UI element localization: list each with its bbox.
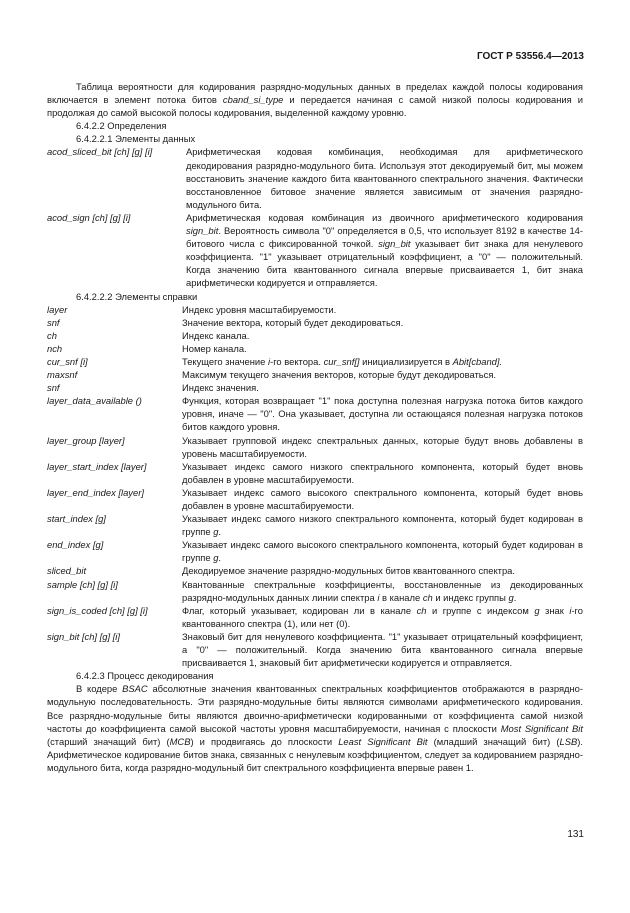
help-element-row	[47, 316, 583, 329]
data-element-description: Арифметическая кодовая комбинация из двоичного арифметического кодирования sign_bit. Вероятность символа "0" определяется в 0,5, что использует 8192 в качестве 14-битового числа с фиксированной точкой. sign_bit указывает бит знака для ненулевого коэффициента. "1" указывает отрицательный коэффициент, а "0" — положительный. Когда значению бита квантованного сигнала впервые присваивается 1, бит знака арифметически кодируется и отправляется.	[186, 211, 583, 289]
help-element-row	[47, 538, 583, 564]
help-element-term: sample [ch] [g] [i]	[47, 578, 118, 590]
help-element-description: Знаковый бит для ненулевого коэффициента. "1" указывает отрицательный коэффициент, а "0" — положительный. Когда значению бита квантованного сигнала впервые присваивается 1, знаковый бит арифметически кодируется и отправляется.	[182, 630, 583, 669]
heading-definitions: 6.4.2.2 Определения	[76, 120, 167, 132]
help-element-term: snf	[47, 382, 60, 394]
help-elements-table	[47, 303, 583, 670]
help-element-row	[47, 342, 583, 355]
process-paragraph: В кодере BSAC абсолютные значения квантованных спектральных коэффициентов отображаются в разрядно-модульную последовательность. Эти разрядно-модульные биты являются символами арифметического кодирования. Все разрядно-модульные биты являются двоично-арифметически кодированными от коэффициента самой низкой частоты до коэффициента самой высокой частоты уровня масштабируемости, начиная с плоскости Most Significant Bit (старший значащий бит) (MCB) и продвигаясь до плоскости Least Significant Bit (младший значащий бит) (LSB). Арифметическое кодирование битов знака, связанных с ненулевым коэффициентом, следует за кодированием разрядно-модульного бита, когда разрядно-модульный бит спектрального коэффициента впервые равен 1.	[47, 683, 583, 773]
data-element-term: acod_sign [ch] [g] [i]	[47, 211, 131, 223]
help-element-description: Квантованные спектральные коэффициенты, восстановленные из декодированных разрядно-модульных данных линии спектра i в канале ch и индекс группы g.	[182, 578, 583, 603]
help-element-description: Флаг, который указывает, кодирован ли в канале ch и группе с индексом g знак i-го квантованного спектра (1), или нет (0).	[182, 604, 583, 629]
help-element-description: Значение вектора, который будет декодироваться.	[182, 316, 404, 328]
help-element-row	[47, 512, 583, 538]
help-element-term: layer_start_index [layer]	[47, 460, 147, 472]
help-element-description: Указывает индекс самого низкого спектрального компонента, который будет вновь добавлен в уровне масштабируемости.	[182, 460, 583, 485]
heading-data-elements: 6.4.2.2.1 Элементы данных	[76, 133, 196, 145]
help-element-term: layer_end_index [layer]	[47, 486, 144, 498]
intro-paragraph: Таблица вероятности для кодирования разрядно-модульных данных в пределах каждой полосы кодирования включается в элемент потока битов cband_si_type и передается начиная с самой низкой полосы кодирования и продолжая до самой высокой полосы кодирования, выделенной каждому уровню.	[47, 81, 583, 119]
help-element-description: Указывает индекс самого высокого спектрального компонента, который будет вновь добавлен в уровне масштабируемости.	[182, 486, 583, 511]
help-element-term: snf	[47, 316, 60, 328]
help-element-term: layer	[47, 303, 68, 315]
help-element-term: nch	[47, 342, 63, 354]
data-element-row	[47, 211, 583, 290]
help-element-row	[47, 578, 583, 604]
heading-help-elements: 6.4.2.2.2 Элементы справки	[76, 290, 198, 302]
help-element-term: layer_data_available ()	[47, 395, 142, 407]
help-element-row	[47, 460, 583, 486]
help-element-term: sign_bit [ch] [g] [i]	[47, 630, 120, 642]
heading-decoding-process: 6.4.2.3 Процесс декодирования	[76, 670, 214, 682]
help-element-row	[47, 329, 583, 342]
help-element-description: Указывает индекс самого низкого спектрального компонента, который будет кодирован в группе g.	[182, 513, 583, 538]
help-element-description: Индекс канала.	[182, 329, 250, 341]
help-element-description: Декодируемое значение разрядно-модульных битов квантованного спектра.	[182, 565, 516, 577]
help-element-description: Указывает индекс самого высокого спектрального компонента, который будет кодирован в группе g.	[182, 539, 583, 564]
page-number: 131	[567, 829, 584, 840]
help-element-term: layer_group [layer]	[47, 434, 125, 446]
help-element-description: Индекс значения.	[182, 382, 259, 394]
help-element-term: sign_is_coded [ch] [g] [i]	[47, 604, 148, 616]
help-element-row	[47, 564, 583, 577]
help-element-row	[47, 486, 583, 512]
help-element-row	[47, 303, 583, 316]
help-element-term: end_index [g]	[47, 539, 104, 551]
help-element-description: Номер канала.	[182, 342, 247, 354]
body-text	[47, 80, 583, 774]
help-element-row	[47, 394, 583, 433]
data-element-term: acod_sliced_bit [ch] [g] [i]	[47, 146, 153, 158]
help-element-term: cur_snf [i]	[47, 355, 88, 367]
help-element-term: sliced_bit	[47, 565, 87, 577]
data-element-row	[47, 145, 583, 210]
help-element-row	[47, 368, 583, 381]
help-element-description: Указывает групповой индекс спектральных данных, которые будут вновь добавлены в уровень масштабируемости.	[182, 434, 583, 459]
data-elements-table	[47, 145, 583, 289]
help-element-description: Текущего значение i-го вектора. cur_snf[] инициализируется в Abit[cband].	[182, 355, 503, 367]
help-element-description: Максимум текущего значения векторов, которые будут декодироваться.	[182, 369, 497, 381]
help-element-term: start_index [g]	[47, 513, 106, 525]
help-element-row	[47, 630, 583, 669]
help-element-row	[47, 355, 583, 368]
help-element-row	[47, 434, 583, 460]
data-element-description: Арифметическая кодовая комбинация, необходимая для арифметического декодирования разрядно-модульного бита. Используя этот декодируемый бит, мы можем восстановить значение каждого бита квантованного спектрального значения. Фактически восстановленное битовое значение является зависимым от значения разрядно-модульного бита.	[186, 146, 583, 210]
standard-header: ГОСТ Р 53556.4—2013	[476, 51, 584, 62]
help-element-row	[47, 381, 583, 394]
help-element-description: Функция, которая возвращает "1" пока доступна полезная нагрузка потока битов каждого уровня, иначе — "0". Она указывает, доступна ли остающаяся полезная нагрузка потоков битов каждого уровня.	[182, 395, 583, 433]
help-element-row	[47, 604, 583, 630]
help-element-description: Индекс уровня масштабируемости.	[182, 303, 337, 315]
help-element-term: maxsnf	[47, 369, 78, 381]
help-element-term: ch	[47, 329, 57, 341]
